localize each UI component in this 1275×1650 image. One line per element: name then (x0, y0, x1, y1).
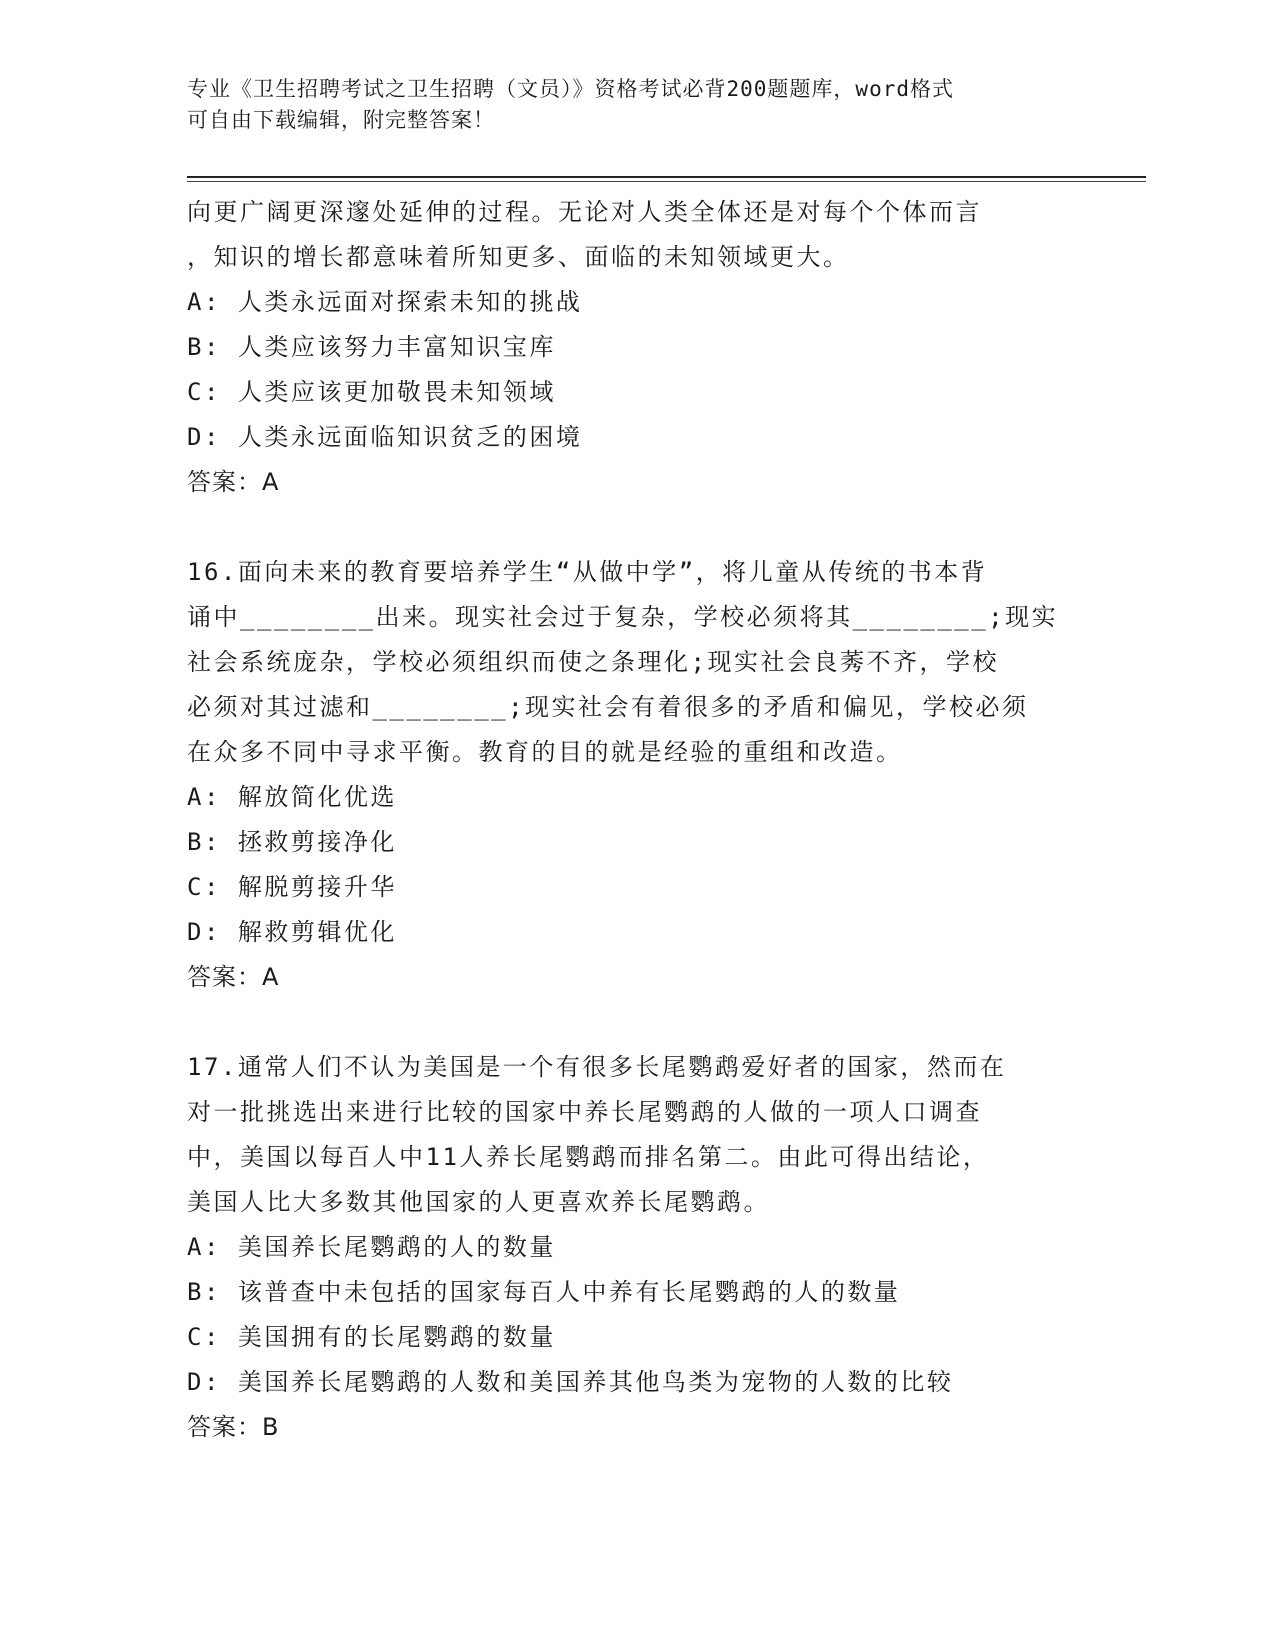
question-stem-line: 诵中________出来。现实社会过于复杂，学校必须将其________;现实 (187, 603, 1059, 631)
option-b: B: 该普查中未包括的国家每百人中养有长尾鹦鹉的人的数量 (187, 1278, 901, 1306)
option-d: D: 解救剪辑优化 (187, 918, 397, 946)
question-stem-line: ，知识的增长都意味着所知更多、面临的未知领域更大。 (187, 243, 850, 271)
option-b: B: 人类应该努力丰富知识宝库 (187, 333, 556, 361)
option-c: C: 人类应该更加敬畏未知领域 (187, 378, 556, 406)
question-spacer (187, 505, 1087, 550)
option-a: A: 人类永远面对探索未知的挑战 (187, 288, 583, 316)
header-divider-thick (187, 176, 1146, 178)
option-d: D: 美国养长尾鹦鹉的人数和美国养其他鸟类为宠物的人数的比较 (187, 1368, 954, 1396)
question-stem-line: 社会系统庞杂，学校必须组织而使之条理化;现实社会良莠不齐，学校 (187, 648, 999, 676)
question-stem-line: 美国人比大多数其他国家的人更喜欢养长尾鹦鹉。 (187, 1188, 770, 1216)
question-stem-line: 中，美国以每百人中11人养长尾鹦鹉而排名第二。由此可得出结论， (187, 1143, 990, 1171)
option-a: A: 解放简化优选 (187, 783, 397, 811)
question-stem-line: 17.通常人们不认为美国是一个有很多长尾鹦鹉爱好者的国家，然而在 (187, 1053, 1007, 1081)
option-b: B: 拯救剪接净化 (187, 828, 397, 856)
option-c: C: 解脱剪接升华 (187, 873, 397, 901)
option-d: D: 人类永远面临知识贫乏的困境 (187, 423, 583, 451)
question-spacer (187, 1000, 1087, 1045)
question-stem-line: 对一批挑选出来进行比较的国家中养长尾鹦鹉的人做的一项人口调查 (187, 1098, 982, 1126)
question-stem-line: 必须对其过滤和________;现实社会有着很多的矛盾和偏见，学校必须 (187, 693, 1029, 721)
header-divider-thin (187, 181, 1146, 182)
answer-line: 答案：A (187, 468, 280, 496)
question-stem-line: 向更广阔更深邃处延伸的过程。无论对人类全体还是对每个个体而言 (187, 198, 982, 226)
question-15 (187, 190, 1087, 505)
option-c: C: 美国拥有的长尾鹦鹉的数量 (187, 1323, 556, 1351)
answer-line: 答案：A (187, 963, 280, 991)
question-stem-line: 16.面向未来的教育要培养学生“从做中学”，将儿童从传统的书本背 (187, 558, 988, 586)
question-stem-line: 在众多不同中寻求平衡。教育的目的就是经验的重组和改造。 (187, 738, 903, 766)
question-17 (187, 1045, 1087, 1450)
answer-line: 答案：B (187, 1413, 280, 1441)
option-a: A: 美国养长尾鹦鹉的人的数量 (187, 1233, 556, 1261)
question-16 (187, 550, 1087, 1000)
document-header (187, 74, 1067, 136)
header-line-2: 可自由下载编辑，附完整答案！ (187, 108, 495, 132)
header-line-1: 专业《卫生招聘考试之卫生招聘（文员）》资格考试必背200题题库，word格式 (187, 77, 954, 101)
question-list (187, 190, 1087, 1450)
